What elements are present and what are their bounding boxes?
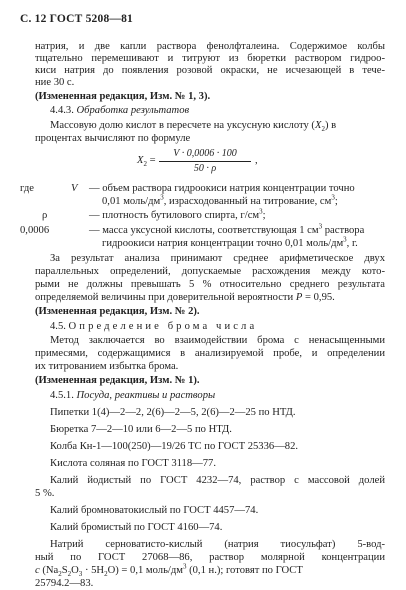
text-fragment: = 0,95. xyxy=(302,292,335,303)
text-fragment: ) в xyxy=(324,120,337,131)
formula-numerator: V · 0,0006 · 100 xyxy=(173,148,237,159)
text-fragment: определяемой величины при доверительной вероятности xyxy=(35,292,294,303)
text-line: рыми не должны превышать 5 % относительно среднего результата xyxy=(35,279,385,290)
list-item: Натрий серноватисто-кислый (натрия тиосульфат) 5-вод- xyxy=(50,539,385,550)
text-fragment: раствора xyxy=(322,225,365,236)
text-fragment: , г. xyxy=(346,238,358,249)
list-item-cont: 5 %. xyxy=(35,488,55,499)
subsection-number: 4.4.3. xyxy=(50,105,74,116)
formula-lhs: $X_2$ = xyxy=(137,155,156,169)
symbol-mass: 0,0006 xyxy=(20,225,50,236)
text-line: параллельных определений, допускаемые расхождения между кото- xyxy=(35,266,385,277)
text-line xyxy=(35,292,335,304)
definition-rho: — плотность бутилового спирта, $г/см^3$; xyxy=(89,207,266,221)
text-line: За результат анализа принимают среднее арифметическое двух xyxy=(50,253,385,264)
formula-symbol: P xyxy=(295,292,303,303)
text-fragment: — масса уксусной кислоты, соответствующая 1 см xyxy=(89,225,319,236)
list-item: Калий йодистый по ГОСТ 4232—74, раствор с массовой долей xyxy=(50,475,385,486)
formula-fraction xyxy=(159,148,251,175)
text-line: процентах вычисляют по формуле xyxy=(35,133,191,144)
list-item: Колба Кн-1—100(250)—19/26 ТС по ГОСТ 25336—82. xyxy=(50,441,299,452)
definition-v: — объем раствора гидроокиси натрия концентрации точно xyxy=(89,183,355,194)
text-line: их титрованием избытка брома. xyxy=(35,361,179,372)
text-fragment: , израсходованный на титрование, см xyxy=(163,196,332,207)
list-item: Калий бромистый по ГОСТ 4160—74. xyxy=(50,522,223,533)
list-item: Калий бромноватокислый по ГОСТ 4457—74. xyxy=(50,505,259,516)
amendment-note: (Измененная редакция, Изм. № 2). xyxy=(35,306,200,317)
subsection-heading xyxy=(50,390,215,402)
text-fragment: (0,1 н.); готовят по ГОСТ xyxy=(189,565,303,576)
text-line: тщательно перемешивают и титруют из бюретки раствором гидроо- xyxy=(35,53,385,64)
subsection-title: Посуда, реактивы и растворы xyxy=(76,390,216,401)
symbol-rho: ρ xyxy=(42,210,48,221)
list-item: Бюретка 7—2—10 или 6—2—5 по НТД. xyxy=(50,424,232,435)
list-item: Кислота соляная по ГОСТ 3118—77. xyxy=(50,458,216,469)
section-heading xyxy=(50,321,257,333)
where-label: где xyxy=(20,183,34,194)
definition-mass: — масса уксусной кислоты, соответствующая 1 $см^3$ раствора xyxy=(89,222,365,236)
text-line: ние 30 с. xyxy=(35,77,75,88)
text-line: киси натрия до появления розовой окраски, не исчезающей в тече- xyxy=(35,65,385,76)
fraction-bar xyxy=(159,161,251,162)
definition-v-cont: 0,01 моль/$дм^3$, израсходованный на титрование, $см^3$; xyxy=(102,193,338,207)
text-fragment: = 0,1 моль/дм xyxy=(118,565,183,576)
symbol-v: V xyxy=(71,183,78,194)
subsection-number: 4.5.1. xyxy=(50,390,74,401)
amendment-note: (Измененная редакция, Изм. № 1). xyxy=(35,375,200,386)
amendment-note: (Измененная редакция, Изм. № 1, 3). xyxy=(35,91,211,102)
formula-comma: , xyxy=(255,155,258,166)
subsection-heading xyxy=(50,105,189,117)
text-line: примесями, содержащимися в анализируемой пробе, и определении xyxy=(35,348,385,359)
text-fragment: гидроокиси натрия концентрации точно 0,01 моль/дм xyxy=(102,238,344,249)
page-header: С. 12 ГОСТ 5208—81 xyxy=(20,13,133,25)
text-line: натрия, и две капли раствора фенолфталеина. Содержимое колбы xyxy=(35,41,385,52)
list-item: Пипетки 1(4)—2—2, 2(6)—2—5, 2(6)—2—25 по НТД. xyxy=(50,407,296,418)
formula-symbol: X xyxy=(314,120,322,131)
text-fragment: 0,01 моль/дм xyxy=(102,196,161,207)
formula-symbol: c xyxy=(35,565,40,576)
list-item-cont: ный по ГОСТ 27068—86, раствор молярной концентрации xyxy=(35,552,385,563)
definition-mass-cont: гидроокиси натрия концентрации точно 0,01 моль/$дм^3$, г. xyxy=(102,235,358,249)
text-line: Массовую долю кислот в пересчете на уксусную кислоту $(X_2)$ в xyxy=(50,120,337,134)
section-title: Определение брома числа xyxy=(68,321,258,332)
text-line: Метод заключается во взаимодействии брома с ненасыщенными xyxy=(50,335,385,346)
subsection-title: Обработка результатов xyxy=(76,105,190,116)
text-fragment: — плотность бутилового спирта, г/см xyxy=(89,210,260,221)
list-item-cont: 25794.2—83. xyxy=(35,578,94,589)
section-number: 4.5. xyxy=(50,321,66,332)
list-item-cont: c $(Na_2S_2O_3 \cdot 5H_2O) = 0,1$ моль/$дм^3$ (0,1 н.); готовят по ГОСТ xyxy=(35,562,303,579)
formula-denominator: 50 · ρ xyxy=(193,163,217,174)
text-fragment: Массовую долю кислот в пересчете на уксусную кислоту ( xyxy=(50,120,315,131)
